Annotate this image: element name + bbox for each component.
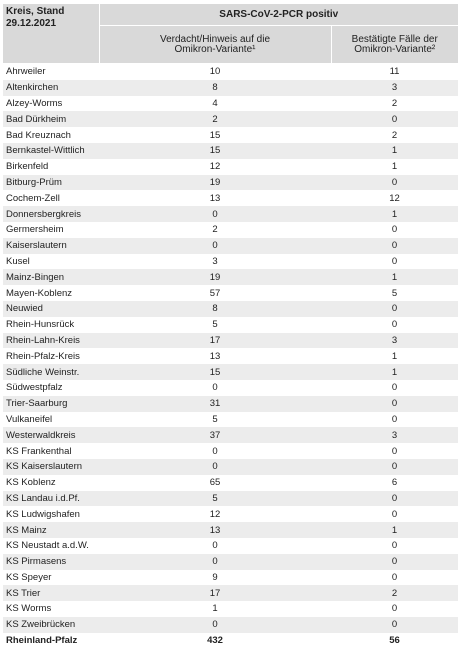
- group-header: SARS-CoV-2-PCR positiv: [99, 4, 458, 26]
- row-verdacht: 19: [99, 269, 331, 285]
- row-bestaetigt: 0: [331, 317, 458, 333]
- table-row: [3, 222, 458, 238]
- row-bestaetigt: 6: [331, 475, 458, 491]
- table-row: [3, 80, 458, 96]
- row-bestaetigt: 0: [331, 617, 458, 633]
- row-bestaetigt: 3: [331, 333, 458, 349]
- row-name: KS Speyer: [3, 570, 99, 586]
- row-verdacht: 57: [99, 285, 331, 301]
- row-verdacht: 31: [99, 396, 331, 412]
- row-name: KS Worms: [3, 601, 99, 617]
- row-name: Bad Dürkheim: [3, 111, 99, 127]
- row-verdacht: 5: [99, 412, 331, 428]
- row-name: Südliche Weinstr.: [3, 364, 99, 380]
- row-bestaetigt: 1: [331, 206, 458, 222]
- row-name: Vulkaneifel: [3, 412, 99, 428]
- row-name: Germersheim: [3, 222, 99, 238]
- row-bestaetigt: 2: [331, 127, 458, 143]
- row-bestaetigt: 1: [331, 348, 458, 364]
- row-name: KS Neustadt a.d.W.: [3, 538, 99, 554]
- row-bestaetigt: 0: [331, 301, 458, 317]
- row-verdacht: 0: [99, 206, 331, 222]
- table-row: [3, 317, 458, 333]
- table-row: [3, 538, 458, 554]
- row-verdacht: 15: [99, 127, 331, 143]
- row-name: Cochem-Zell: [3, 190, 99, 206]
- row-name: KS Ludwigshafen: [3, 506, 99, 522]
- row-name: Südwestpfalz: [3, 380, 99, 396]
- row-name: Birkenfeld: [3, 159, 99, 175]
- table-row: [3, 190, 458, 206]
- table-row: [3, 333, 458, 349]
- row-bestaetigt: 2: [331, 585, 458, 601]
- table-row: [3, 127, 458, 143]
- bestaetigt-header-line2: Omikron-Variante²: [354, 43, 436, 55]
- row-verdacht: 13: [99, 348, 331, 364]
- table-row: [3, 96, 458, 112]
- table-row: [3, 396, 458, 412]
- table-row: [3, 585, 458, 601]
- row-name: Rhein-Lahn-Kreis: [3, 333, 99, 349]
- row-name: Rhein-Pfalz-Kreis: [3, 348, 99, 364]
- row-bestaetigt: 0: [331, 570, 458, 586]
- table-footer: [3, 633, 458, 649]
- row-name: Bernkastel-Wittlich: [3, 143, 99, 159]
- row-bestaetigt: 0: [331, 554, 458, 570]
- row-name: KS Frankenthal: [3, 443, 99, 459]
- table-row: [3, 475, 458, 491]
- table-row: [3, 143, 458, 159]
- row-bestaetigt: 0: [331, 254, 458, 270]
- row-verdacht: 2: [99, 111, 331, 127]
- table-header: [3, 4, 458, 64]
- row-bestaetigt: 0: [331, 491, 458, 507]
- row-verdacht: 65: [99, 475, 331, 491]
- table-row: [3, 285, 458, 301]
- row-bestaetigt: 1: [331, 522, 458, 538]
- row-verdacht: 4: [99, 96, 331, 112]
- row-bestaetigt: 0: [331, 459, 458, 475]
- table-row: [3, 459, 458, 475]
- row-verdacht: 0: [99, 380, 331, 396]
- table-row: [3, 238, 458, 254]
- table-row: [3, 348, 458, 364]
- row-verdacht: 3: [99, 254, 331, 270]
- row-name: Kaiserslautern: [3, 238, 99, 254]
- row-verdacht: 17: [99, 585, 331, 601]
- row-name: Mainz-Bingen: [3, 269, 99, 285]
- table-row: [3, 64, 458, 80]
- row-verdacht: 1: [99, 601, 331, 617]
- table-body: [3, 64, 458, 633]
- row-name: Ahrweiler: [3, 64, 99, 80]
- row-verdacht: 0: [99, 459, 331, 475]
- row-verdacht: 12: [99, 506, 331, 522]
- row-bestaetigt: 2: [331, 96, 458, 112]
- row-name: KS Trier: [3, 585, 99, 601]
- row-verdacht: 2: [99, 222, 331, 238]
- total-name: Rheinland-Pfalz: [3, 633, 99, 649]
- row-bestaetigt: 5: [331, 285, 458, 301]
- row-bestaetigt: 0: [331, 506, 458, 522]
- row-bestaetigt: 1: [331, 364, 458, 380]
- row-name: Bad Kreuznach: [3, 127, 99, 143]
- table-row: [3, 159, 458, 175]
- row-verdacht: 0: [99, 538, 331, 554]
- row-bestaetigt: 0: [331, 443, 458, 459]
- row-bestaetigt: 0: [331, 396, 458, 412]
- row-bestaetigt: 1: [331, 159, 458, 175]
- row-verdacht: 13: [99, 522, 331, 538]
- kreis-header: [3, 4, 99, 64]
- table-row: [3, 522, 458, 538]
- row-name: KS Zweibrücken: [3, 617, 99, 633]
- table-row: [3, 617, 458, 633]
- row-name: Donnersbergkreis: [3, 206, 99, 222]
- row-name: KS Kaiserslautern: [3, 459, 99, 475]
- bestaetigt-header-line1: Bestätigte Fälle der: [351, 33, 438, 45]
- table-row: [3, 380, 458, 396]
- table-row: [3, 175, 458, 191]
- verdacht-header-line1: Verdacht/Hinweis auf die: [159, 33, 271, 45]
- row-name: Kusel: [3, 254, 99, 270]
- bestaetigt-header: [331, 26, 458, 64]
- row-verdacht: 12: [99, 159, 331, 175]
- row-bestaetigt: 11: [331, 64, 458, 80]
- row-name: Rhein-Hunsrück: [3, 317, 99, 333]
- row-verdacht: 8: [99, 80, 331, 96]
- row-name: Mayen-Koblenz: [3, 285, 99, 301]
- row-bestaetigt: 0: [331, 380, 458, 396]
- row-verdacht: 0: [99, 238, 331, 254]
- table-row: [3, 570, 458, 586]
- total-bestaetigt: 56: [331, 633, 458, 649]
- row-bestaetigt: 3: [331, 427, 458, 443]
- row-name: KS Koblenz: [3, 475, 99, 491]
- table-row: [3, 427, 458, 443]
- table-row: [3, 254, 458, 270]
- row-verdacht: 9: [99, 570, 331, 586]
- row-bestaetigt: 3: [331, 80, 458, 96]
- row-verdacht: 13: [99, 190, 331, 206]
- row-verdacht: 17: [99, 333, 331, 349]
- table-row: [3, 443, 458, 459]
- verdacht-header: [99, 26, 331, 64]
- row-name: Trier-Saarburg: [3, 396, 99, 412]
- kreis-header-line1: Kreis, Stand: [6, 6, 65, 17]
- row-name: Westerwaldkreis: [3, 427, 99, 443]
- table-row: [3, 111, 458, 127]
- row-name: KS Pirmasens: [3, 554, 99, 570]
- omikron-table: [3, 4, 458, 648]
- total-row: [3, 633, 458, 649]
- row-bestaetigt: 0: [331, 412, 458, 428]
- row-name: KS Landau i.d.Pf.: [3, 491, 99, 507]
- row-bestaetigt: 1: [331, 143, 458, 159]
- table-row: [3, 601, 458, 617]
- table-row: [3, 554, 458, 570]
- row-verdacht: 5: [99, 491, 331, 507]
- row-bestaetigt: 0: [331, 222, 458, 238]
- row-bestaetigt: 0: [331, 601, 458, 617]
- table-row: [3, 364, 458, 380]
- row-name: KS Mainz: [3, 522, 99, 538]
- row-verdacht: 8: [99, 301, 331, 317]
- row-bestaetigt: 1: [331, 269, 458, 285]
- kreis-header-date: 29.12.2021: [6, 18, 57, 29]
- table-row: [3, 206, 458, 222]
- row-verdacht: 15: [99, 143, 331, 159]
- row-name: Altenkirchen: [3, 80, 99, 96]
- total-verdacht: 432: [99, 633, 331, 649]
- row-name: Neuwied: [3, 301, 99, 317]
- table-row: [3, 412, 458, 428]
- row-verdacht: 5: [99, 317, 331, 333]
- row-bestaetigt: 0: [331, 175, 458, 191]
- row-verdacht: 0: [99, 554, 331, 570]
- table-row: [3, 269, 458, 285]
- verdacht-header-line2: Omikron-Variante¹: [174, 43, 256, 55]
- row-verdacht: 0: [99, 617, 331, 633]
- row-bestaetigt: 0: [331, 111, 458, 127]
- row-verdacht: 19: [99, 175, 331, 191]
- row-bestaetigt: 0: [331, 538, 458, 554]
- row-bestaetigt: 12: [331, 190, 458, 206]
- row-name: Bitburg-Prüm: [3, 175, 99, 191]
- row-verdacht: 0: [99, 443, 331, 459]
- row-verdacht: 15: [99, 364, 331, 380]
- row-bestaetigt: 0: [331, 238, 458, 254]
- row-verdacht: 37: [99, 427, 331, 443]
- row-verdacht: 10: [99, 64, 331, 80]
- table-row: [3, 506, 458, 522]
- table-row: [3, 301, 458, 317]
- table-row: [3, 491, 458, 507]
- row-name: Alzey-Worms: [3, 96, 99, 112]
